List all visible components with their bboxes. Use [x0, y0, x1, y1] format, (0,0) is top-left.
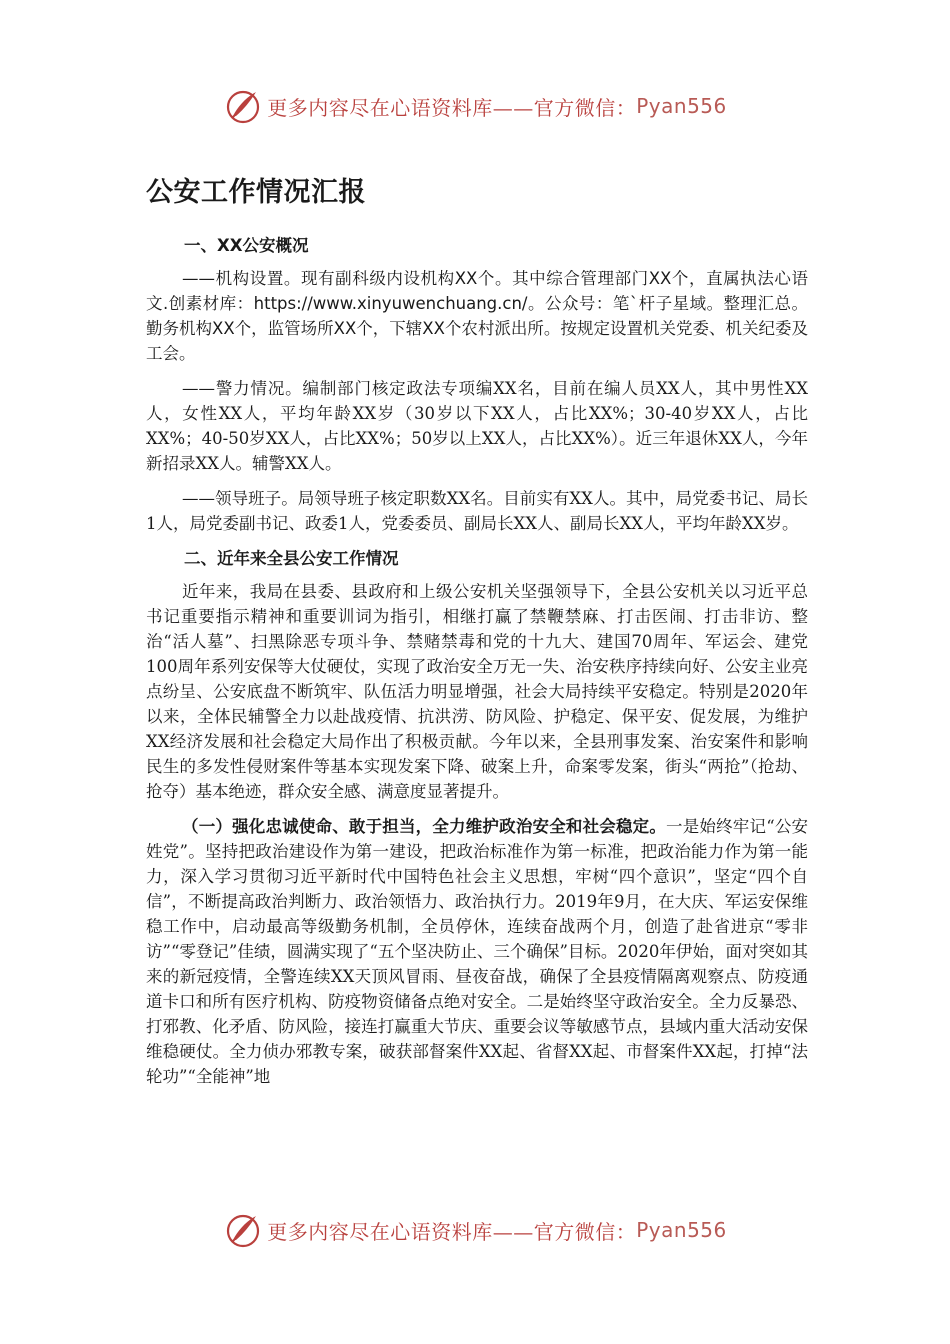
section-heading-2: 二、近年来全县公安工作情况 [184, 549, 399, 568]
quill-pen-logo-icon [223, 86, 263, 126]
paragraph-political-security [146, 814, 808, 1089]
paragraph-body-text: 一是始终牢记“公安姓党”。坚持把政治建设作为第一建设，把政治标准作为第一标准，把政治能力作为第一能力，深入学习贯彻习近平新时代中国特色社会主义思想，牢树“四个意识”，坚定“四个自信”，不断提高政治判断力、政治领悟力、政治执行力。2019年9月，在大庆、军运安保维稳工作中，启动最高等级勤务机制，全员停休，连续奋战两个月，创造了赴省进京“零非访”“零登记”佳绩，圆满实现了“五个坚决防止、三个确保”目标。2020年伊始，面对突如其来的新冠疫情，全警连续XX天顶风冒雨、昼夜奋战，确保了全县疫情隔离观察点、防疫通道卡口和所有医疗机构、防疫物资储备点绝对安全。二是始终坚守政治安全。全力反暴恐、打邪教、化矛盾、防风险，接连打赢重大节庆、重要会议等敏感节点，县域内重大活动安保维稳硬仗。全力侦办邪教专案，破获部督案件XX起、省督XX起、市督案件XX起，打掉“法轮功”“全能神”地 [146, 817, 809, 1086]
paragraph-org-structure: ——机构设置。现有副科级内设机构XX个。其中综合管理部门XX个，直属执法心语文.创素材库：https://www.xinyuwenchuang.cn/。公众号：笔`杆子星域。整理汇总。勤务机构XX个，监管场所XX个，下辖XX个农村派出所。按规定设置机关党委、机关纪委及工会。 [146, 269, 808, 363]
paragraph-lead-heading: （一）强化忠诚使命、敢于担当，全力维护政治安全和社会稳定。 [182, 817, 667, 836]
paragraph-leadership: ——领导班子。局领导班子核定职数XX名。目前实有XX人。其中，局党委书记、局长1人，局党委副书记、政委1人，党委委员、副局长XX人、副局长XX人，平均年龄XX岁。 [146, 489, 808, 533]
banner-contact: Pyan556 [636, 1218, 727, 1242]
banner-text: 更多内容尽在心语资料库——官方微信： [267, 1219, 637, 1244]
document-title: 公安工作情况汇报 [146, 177, 366, 208]
section-heading-1: 一、XX公安概况 [184, 236, 309, 255]
header-banner [0, 84, 950, 128]
paragraph-police-force: ——警力情况。编制部门核定政法专项编XX名，目前在编人员XX人，其中男性XX人，女性XX人，平均年龄XX岁（30岁以下XX人，占比XX%；30-40岁XX人，占比XX%；40-50岁XX人，占比XX%；50岁以上XX人，占比XX%）。近三年退休XX人，今年新招录XX人。辅警XX人。 [146, 379, 808, 473]
footer-banner [0, 1208, 950, 1252]
quill-pen-logo-icon [223, 1210, 263, 1250]
paragraph-overview: 近年来，我局在县委、县政府和上级公安机关坚强领导下，全县公安机关以习近平总书记重要指示精神和重要训词为指引，相继打赢了禁鞭禁麻、打击医闹、打击非访、整治“活人墓”、扫黑除恶专项斗争、禁赌禁毒和党的十九大、建国70周年、军运会、建党100周年系列安保等大仗硬仗，实现了政治安全万无一失、治安秩序持续向好、公安主业亮点纷呈、公安底盘不断筑牢、队伍活力明显增强，社会大局持续平安稳定。特别是2020年以来，全体民辅警全力以赴战疫情、抗洪涝、防风险、护稳定、保平安、促发展，为维护XX经济发展和社会稳定大局作出了积极贡献。今年以来，全县刑事发案、治安案件和影响民生的多发性侵财案件等基本实现发案下降、破案上升，命案零发案，街头“两抢”（抢劫、抢夺）基本绝迹，群众安全感、满意度显著提升。 [146, 582, 808, 801]
document-body [146, 170, 808, 1099]
banner-contact: Pyan556 [636, 94, 727, 118]
banner-text: 更多内容尽在心语资料库——官方微信： [267, 95, 637, 120]
